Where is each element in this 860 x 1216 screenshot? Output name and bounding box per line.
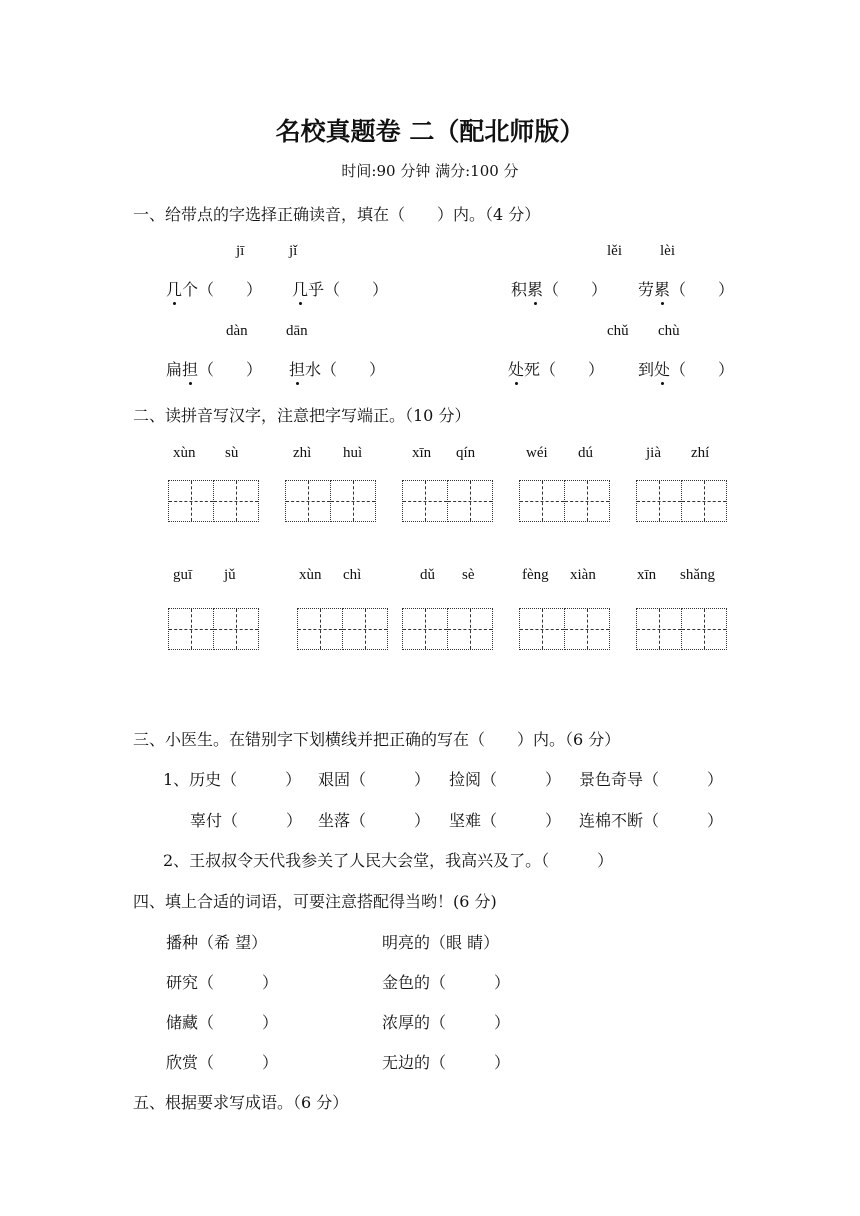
dotted-char: 几 — [166, 277, 182, 300]
word-item — [638, 357, 734, 380]
pinyin: guī — [173, 567, 193, 583]
word-rest: 乎（ ） — [308, 280, 389, 299]
pinyin: dú — [578, 445, 593, 461]
correction-item: 景色奇导（ ） — [579, 770, 724, 789]
pinyin: zhì — [293, 445, 312, 461]
writing-grid[interactable] — [168, 480, 260, 522]
pinyin: chù — [658, 323, 680, 339]
pinyin: sù — [225, 445, 239, 461]
dotted-char: 处 — [654, 357, 670, 380]
writing-grid[interactable] — [519, 608, 611, 650]
word-pre: 积 — [511, 280, 528, 299]
word-item — [638, 277, 734, 300]
pair-left: 播种（希 望） — [166, 933, 268, 952]
writing-grid[interactable] — [168, 608, 260, 650]
pinyin: zhí — [691, 445, 710, 461]
pair-left: 储藏（ ） — [166, 1013, 279, 1032]
word-rest: （ ） — [670, 360, 735, 379]
pair-right: 浓厚的（ ） — [382, 1013, 511, 1032]
pinyin: xīn — [637, 567, 657, 583]
dotted-char: 累 — [527, 277, 543, 300]
writing-grid[interactable] — [636, 480, 728, 522]
dotted-char: 担 — [289, 357, 305, 380]
pinyin: sè — [462, 567, 475, 583]
writing-grid[interactable] — [636, 608, 728, 650]
correction-item: 1、历史（ ） — [163, 770, 302, 789]
word-rest: 死（ ） — [524, 360, 605, 379]
pinyin: xiàn — [570, 567, 596, 583]
word-pre: 到 — [638, 360, 655, 379]
writing-grid[interactable] — [285, 480, 377, 522]
word-rest: （ ） — [543, 280, 608, 299]
word-item — [508, 357, 604, 380]
correction-item: 连棉不断（ ） — [579, 811, 724, 830]
pinyin: shǎng — [680, 567, 715, 583]
correction-item: 捡阅（ ） — [449, 770, 562, 789]
word-item — [292, 277, 388, 300]
correction-item: 艰固（ ） — [318, 770, 431, 789]
pair-left: 欣赏（ ） — [166, 1053, 279, 1072]
writing-grid[interactable] — [402, 608, 494, 650]
pinyin: dǔ — [420, 567, 435, 583]
section4-heading: 四、填上合适的词语，可要注意搭配得当哟！(6 分) — [133, 892, 497, 911]
writing-grid[interactable] — [402, 480, 494, 522]
section2-heading: 二、读拼音写汉字，注意把字写端正。（10 分） — [133, 406, 471, 425]
pinyin: lěi — [607, 243, 622, 259]
dotted-char: 累 — [654, 277, 670, 300]
pinyin: jǔ — [224, 567, 236, 583]
word-item — [511, 277, 607, 300]
correction-item: 辜付（ ） — [190, 811, 303, 830]
pinyin: jī — [236, 243, 245, 259]
word-rest: 个（ ） — [182, 280, 263, 299]
pinyin: wéi — [526, 445, 548, 461]
word-item — [166, 357, 262, 380]
word-item — [166, 277, 262, 300]
word-pre: 扁 — [166, 360, 183, 379]
pinyin: jià — [646, 445, 661, 461]
pinyin: dàn — [226, 323, 248, 339]
word-rest: 水（ ） — [305, 360, 386, 379]
dotted-char: 担 — [182, 357, 198, 380]
correction-item: 坐落（ ） — [318, 811, 431, 830]
word-pre: 劳 — [638, 280, 655, 299]
correction-item: 坚难（ ） — [449, 811, 562, 830]
word-item — [289, 357, 385, 380]
dotted-char: 处 — [508, 357, 524, 380]
exam-info: 时间:90 分钟 满分:100 分 — [341, 162, 519, 180]
pinyin: xīn — [412, 445, 432, 461]
correction-sentence: 2、王叔叔令天代我参关了人民大会堂，我高兴及了。（ ） — [163, 851, 614, 870]
section3-heading: 三、小医生。在错别字下划横线并把正确的写在（ ）内。（6 分） — [133, 730, 621, 749]
pair-left: 研究（ ） — [166, 973, 279, 992]
section1-heading: 一、给带点的字选择正确读音，填在（ ）内。（4 分） — [133, 205, 541, 224]
pinyin: xùn — [299, 567, 322, 583]
pinyin: chǔ — [607, 323, 629, 339]
pair-right: 无边的（ ） — [382, 1053, 511, 1072]
dotted-char: 几 — [292, 277, 308, 300]
pinyin: fèng — [522, 567, 549, 583]
pinyin: dān — [286, 323, 308, 339]
pinyin: chì — [343, 567, 362, 583]
section5-heading: 五、根据要求写成语。（6 分） — [133, 1093, 349, 1112]
page-title: 名校真题卷 二（配北师版） — [275, 117, 585, 146]
writing-grid[interactable] — [519, 480, 611, 522]
pinyin: xùn — [173, 445, 196, 461]
pair-right: 金色的（ ） — [382, 973, 511, 992]
word-rest: （ ） — [198, 360, 263, 379]
pinyin: qín — [456, 445, 476, 461]
word-rest: （ ） — [670, 280, 735, 299]
pinyin: jǐ — [289, 243, 298, 259]
pinyin: lèi — [660, 243, 675, 259]
writing-grid[interactable] — [297, 608, 389, 650]
pinyin: huì — [343, 445, 363, 461]
pair-right: 明亮的（眼 睛） — [382, 933, 500, 952]
